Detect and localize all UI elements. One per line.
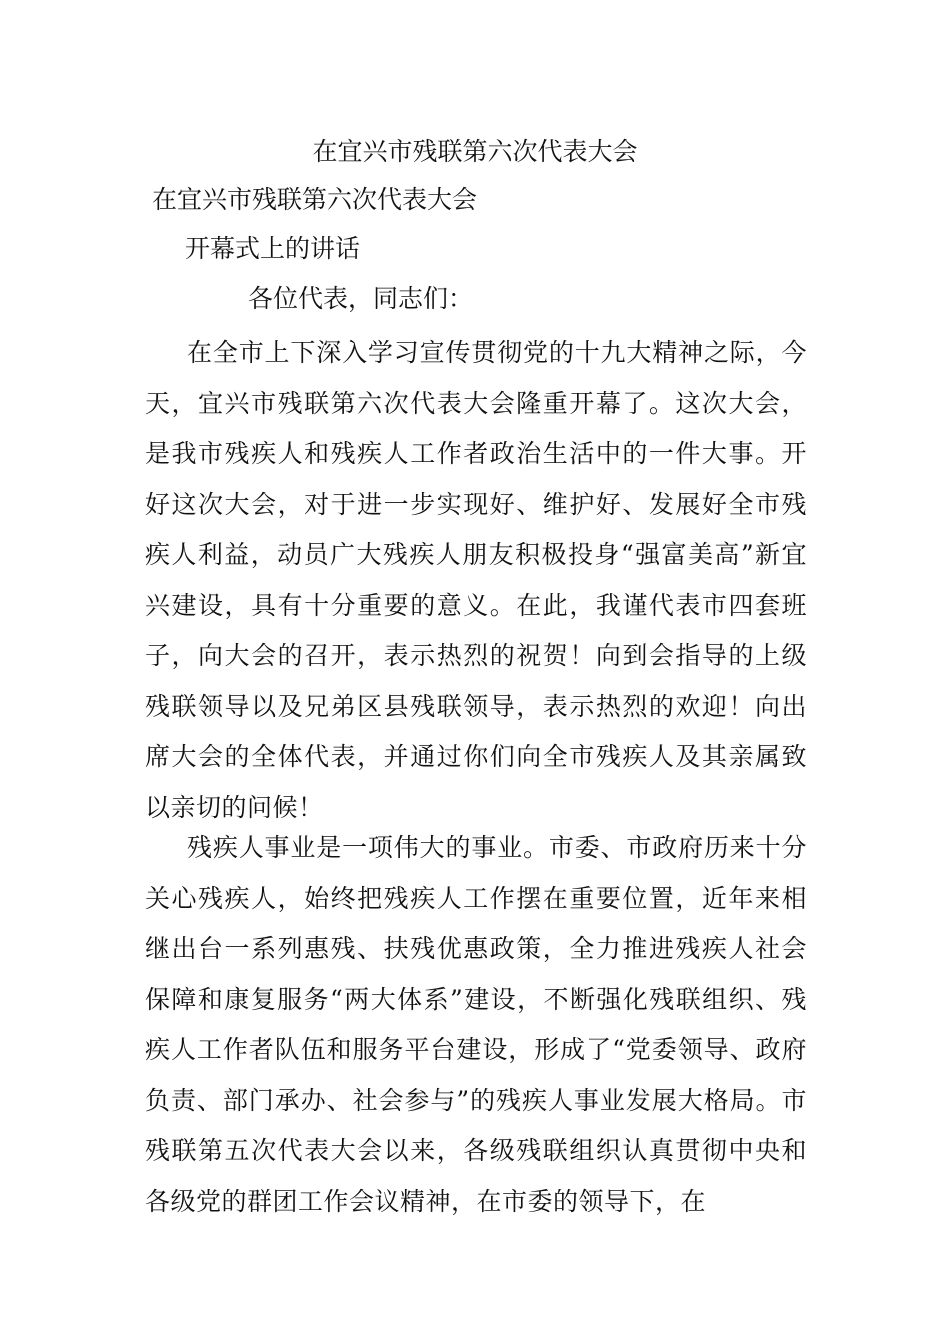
document-title: 在宜兴市残联第六次代表大会 <box>312 137 638 166</box>
speech-title: 开幕式上的讲话 <box>185 234 361 263</box>
body-paragraph-2: 残疾人事业是一项伟大的事业。市委、市政府历来十分关心残疾人，始终把残疾人工作摆在重要位置，近年来相继出台一系列惠残、扶残优惠政策，全力推进残疾人社会保障和康复服务“两大体系”建设，不断强化残联组织、残疾人工作者队伍和服务平台建设，形成了“党委领导、政府负责、部门承办、社会参与”的残疾人事业发展大格局。市残联第五次代表大会以来，各级残联组织认真贯彻中央和各级党的群团工作会议精神，在市委的领导下，在 <box>145 833 807 1216</box>
salutation: 各位代表，同志们： <box>248 284 474 313</box>
document-subtitle: 在宜兴市残联第六次代表大会 <box>152 185 478 214</box>
body-paragraph-1: 在全市上下深入学习宣传贯彻党的十九大精神之际，今天，宜兴市残联第六次代表大会隆重开幕了。这次大会，是我市残疾人和残疾人工作者政治生活中的一件大事。开好这次大会，对于进一步实现好、维护好、发展好全市残疾人利益，动员广大残疾人朋友积极投身“强富美高”新宜兴建设，具有十分重要的意义。在此，我谨代表市四套班子，向大会的召开，表示热烈的祝贺！向到会指导的上级残联领导以及兄弟区县残联领导，表示热烈的欢迎！向出席大会的全体代表，并通过你们向全市残疾人及其亲属致以亲切的问候！ <box>145 338 807 822</box>
